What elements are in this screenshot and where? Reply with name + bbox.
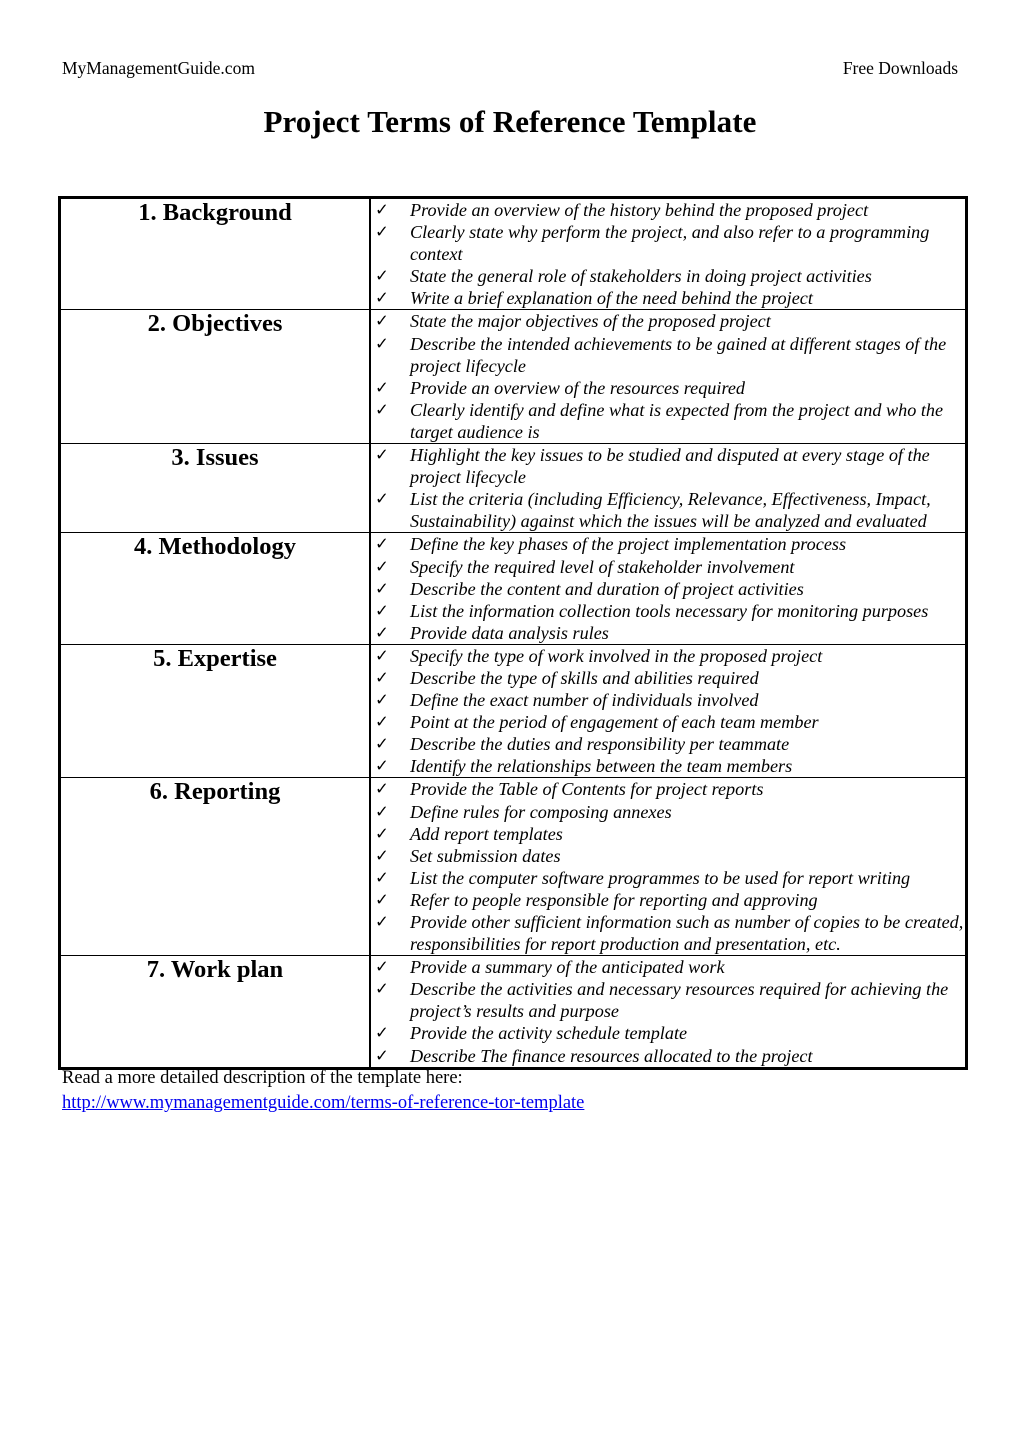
list-item xyxy=(371,578,965,600)
category-label: 3. Issues xyxy=(171,444,259,472)
checkmark-icon: ✓ xyxy=(375,556,389,576)
list-item-text: Point at the period of engagement of each team member xyxy=(410,712,819,733)
list-item-text: Provide a summary of the anticipated work xyxy=(410,957,725,978)
items-cell xyxy=(370,956,967,1068)
checkmark-icon: ✓ xyxy=(375,622,389,642)
category-label: 2. Objectives xyxy=(147,310,283,338)
list-item xyxy=(371,778,965,800)
checklist xyxy=(371,645,965,778)
table-row xyxy=(60,310,967,444)
list-item xyxy=(371,533,965,555)
table-row xyxy=(60,956,967,1068)
list-item-text: State the major objectives of the proposed project xyxy=(410,311,771,332)
checklist xyxy=(371,444,965,532)
list-item xyxy=(371,823,965,845)
category-label: 5. Expertise xyxy=(153,644,277,672)
checkmark-icon: ✓ xyxy=(375,1045,389,1065)
list-item xyxy=(371,755,965,777)
list-item-text: Provide other sufficient information such as number of copies to be created, responsibilities for report production and presentation, etc. xyxy=(410,912,964,955)
checkmark-icon: ✓ xyxy=(375,979,389,999)
list-item xyxy=(371,310,965,332)
list-item-text: Write a brief explanation of the need behind the project xyxy=(410,288,813,309)
list-item xyxy=(371,287,965,309)
checkmark-icon: ✓ xyxy=(375,912,389,931)
list-item xyxy=(371,645,965,667)
list-item xyxy=(371,333,965,377)
list-item-text: Describe the type of skills and abilities required xyxy=(410,667,759,688)
checkmark-icon: ✓ xyxy=(375,600,389,620)
category-cell xyxy=(60,956,371,1068)
list-item-text: Describe The finance resources allocated to the project xyxy=(410,1045,813,1066)
checkmark-icon: ✓ xyxy=(375,734,389,754)
checkmark-icon: ✓ xyxy=(375,311,389,331)
list-item xyxy=(371,399,965,443)
checkmark-icon: ✓ xyxy=(375,578,389,598)
footer-description: Read a more detailed description of the template here: xyxy=(62,1068,463,1088)
table-body xyxy=(60,198,967,1069)
list-item xyxy=(371,265,965,287)
list-item xyxy=(371,889,965,911)
table-row xyxy=(60,778,967,956)
checkmark-icon: ✓ xyxy=(375,712,389,732)
list-item xyxy=(371,689,965,711)
checkmark-icon: ✓ xyxy=(375,1023,389,1043)
checklist xyxy=(371,956,965,1066)
list-item-text: Describe the duties and responsibility per teammate xyxy=(410,734,790,755)
list-item xyxy=(371,622,965,644)
table-row xyxy=(60,444,967,533)
list-item-text: List the computer software programmes to be used for report writing xyxy=(410,867,911,888)
checkmark-icon: ✓ xyxy=(375,756,389,776)
checklist xyxy=(371,310,965,443)
list-item-text: Define rules for composing annexes xyxy=(410,801,672,822)
list-item xyxy=(371,667,965,689)
header-free-downloads-label: Free Downloads xyxy=(842,58,958,78)
checkmark-icon: ✓ xyxy=(375,823,389,843)
checkmark-icon: ✓ xyxy=(375,534,389,554)
list-item-text: State the general role of stakeholders in doing project activities xyxy=(410,266,872,287)
checkmark-icon: ✓ xyxy=(375,266,389,286)
list-item-text: Set submission dates xyxy=(410,845,561,866)
list-item xyxy=(371,801,965,823)
page-title: Project Terms of Reference Template xyxy=(263,104,757,139)
list-item-text: Define the exact number of individuals involved xyxy=(410,690,759,711)
category-cell xyxy=(60,644,371,778)
checklist xyxy=(371,778,965,955)
footer-note xyxy=(62,1066,584,1116)
list-item-text: Highlight the key issues to be studied and disputed at every stage of the project lifecycle xyxy=(410,445,930,488)
items-cell xyxy=(370,444,967,533)
list-item-text: Specify the required level of stakeholder involvement xyxy=(410,556,795,577)
checkmark-icon: ✓ xyxy=(375,377,389,397)
checkmark-icon: ✓ xyxy=(375,801,389,821)
table-row xyxy=(60,644,967,778)
list-item xyxy=(371,444,965,488)
list-item-text: Provide an overview of the history behind the proposed project xyxy=(410,200,869,220)
list-item xyxy=(371,1022,965,1044)
items-cell xyxy=(370,644,967,778)
items-cell xyxy=(370,778,967,956)
list-item-text: Provide data analysis rules xyxy=(410,622,609,643)
list-item xyxy=(371,1045,965,1067)
list-item xyxy=(371,867,965,889)
checkmark-icon: ✓ xyxy=(375,222,389,242)
checklist xyxy=(371,199,965,309)
list-item-text: List the criteria (including Efficiency, Relevance, Effectiveness, Impact, Sustainability) against which the issues will be analyzed and evaluated xyxy=(410,489,931,532)
list-item-text: Clearly identify and define what is expected from the project and who the target audience is xyxy=(410,399,944,442)
list-item-text: Identify the relationships between the team members xyxy=(410,756,793,777)
category-label: 4. Methodology xyxy=(134,533,296,561)
checkmark-icon: ✓ xyxy=(375,445,389,465)
list-item-text: Describe the activities and necessary resources required for achieving the project’s results and purpose xyxy=(410,979,949,1022)
category-label: 6. Reporting xyxy=(149,778,281,806)
category-label: 1. Background xyxy=(138,199,292,226)
terms-of-reference-table xyxy=(58,196,968,1070)
table-row xyxy=(60,198,967,310)
category-label: 7. Work plan xyxy=(146,956,284,984)
list-item xyxy=(371,978,965,1022)
list-item xyxy=(371,199,965,221)
list-item-text: Provide an overview of the resources required xyxy=(410,377,746,398)
list-item-text: List the information collection tools necessary for monitoring purposes xyxy=(410,600,929,621)
checkmark-icon: ✓ xyxy=(375,489,389,509)
footer-url-link[interactable]: http://www.mymanagementguide.com/terms-of-reference-tor-template xyxy=(62,1093,585,1113)
table-row xyxy=(60,533,967,644)
checkmark-icon: ✓ xyxy=(375,645,389,665)
list-item xyxy=(371,711,965,733)
checkmark-icon: ✓ xyxy=(375,779,389,799)
checkmark-icon: ✓ xyxy=(375,867,389,887)
checkmark-icon: ✓ xyxy=(375,399,389,419)
items-cell xyxy=(370,310,967,444)
list-item-text: Refer to people responsible for reporting and approving xyxy=(410,889,818,910)
checkmark-icon: ✓ xyxy=(375,845,389,865)
list-item xyxy=(371,911,965,955)
list-item xyxy=(371,221,965,265)
list-item-text: Describe the content and duration of project activities xyxy=(410,578,804,599)
category-cell xyxy=(60,533,371,644)
header-site-name: MyManagementGuide.com xyxy=(62,58,255,78)
list-item xyxy=(371,956,965,978)
list-item xyxy=(371,377,965,399)
checklist xyxy=(371,533,965,643)
list-item-text: Provide the Table of Contents for project reports xyxy=(410,779,764,800)
category-cell xyxy=(60,444,371,533)
checkmark-icon: ✓ xyxy=(375,200,389,219)
checkmark-icon: ✓ xyxy=(375,333,389,353)
items-cell xyxy=(370,533,967,644)
list-item xyxy=(371,845,965,867)
checkmark-icon: ✓ xyxy=(375,667,389,687)
list-item-text: Describe the intended achievements to be gained at different stages of the project lifecycle xyxy=(410,333,947,376)
category-cell xyxy=(60,778,371,956)
category-cell xyxy=(60,198,371,310)
list-item xyxy=(371,733,965,755)
list-item-text: Define the key phases of the project implementation process xyxy=(410,534,847,555)
list-item xyxy=(371,488,965,532)
checkmark-icon: ✓ xyxy=(375,690,389,710)
list-item-text: Specify the type of work involved in the proposed project xyxy=(410,645,823,666)
checkmark-icon: ✓ xyxy=(375,288,389,308)
running-header xyxy=(62,58,958,79)
list-item-text: Clearly state why perform the project, and also refer to a programming context xyxy=(410,222,930,265)
checkmark-icon: ✓ xyxy=(375,889,389,909)
items-cell xyxy=(370,198,967,310)
list-item-text: Provide the activity schedule template xyxy=(410,1023,688,1044)
list-item xyxy=(371,556,965,578)
checkmark-icon: ✓ xyxy=(375,957,389,977)
list-item xyxy=(371,600,965,622)
category-cell xyxy=(60,310,371,444)
list-item-text: Add report templates xyxy=(410,823,563,844)
